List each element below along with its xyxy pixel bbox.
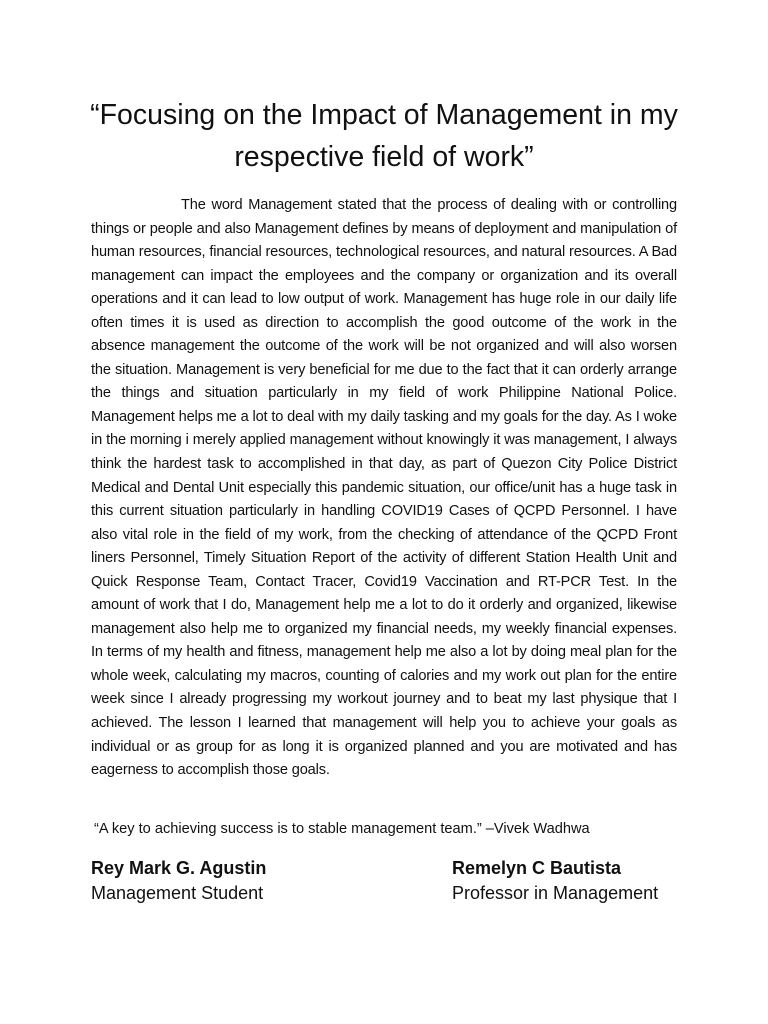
professor-role: Professor in Management: [452, 883, 659, 903]
professor-name: Remelyn C Bautista: [452, 858, 622, 878]
student-name: Rey Mark G. Agustin: [91, 858, 267, 878]
document-title: “Focusing on the Impact of Management in my respective field of work”: [90, 99, 678, 173]
student-role: Management Student: [91, 883, 264, 903]
signature-student: [91, 856, 266, 906]
essay-body: The word Management stated that the process of dealing with or controlling things or people and also Management defines by means of deployment and manipulation of human resources, financial resources, technological resources, and natural resources. A Bad management can impact the employees and the company or organization and its overall operations and it can lead to low output of work. Management has huge role in our daily life often times it is used as direction to accomplish the good outcome of the work in the absence management the outcome of the work will be not organized and will also worsen the situation. Management is very beneficial for me due to the fact that it can orderly arrange the things and situation particularly in my field of work Philippine National Police. Management helps me a lot to deal with my daily tasking and my goals for the day. As I woke in the morning i merely applied management without knowingly it was management, I always think the hardest task to accomplished in that day, as part of Quezon City Police District Medical and Dental Unit especially this pandemic situation, our office/unit has a huge task in this current situation particularly in handling COVID19 Cases of QCPD Personnel. I have also vital role in the field of my work, from the checking of attendance of the QCPD Front liners Personnel, Timely Situation Report of the activity of different Station Health Unit and Quick Response Team, Contact Tracer, Covid19 Vaccination and RT-PCR Test. In the amount of work that I do, Management help me a lot to do it orderly and organized, likewise management also help me to organized my financial needs, my weekly financial expenses. In terms of my health and fitness, management help me also a lot by doing meal plan for the whole week, calculating my macros, counting of calories and my work out plan for the entire week since I already progressing my workout journey and to beat my last physique that I achieved. The lesson I learned that management will help you to achieve your goals as individual or as group for as long it is organized planned and you are motivated and has eagerness to accomplish those goals.: [91, 197, 677, 779]
closing-quote: “A key to achieving success is to stable management team.” –Vivek Wadhwa: [94, 821, 590, 837]
signature-professor: [452, 856, 658, 906]
